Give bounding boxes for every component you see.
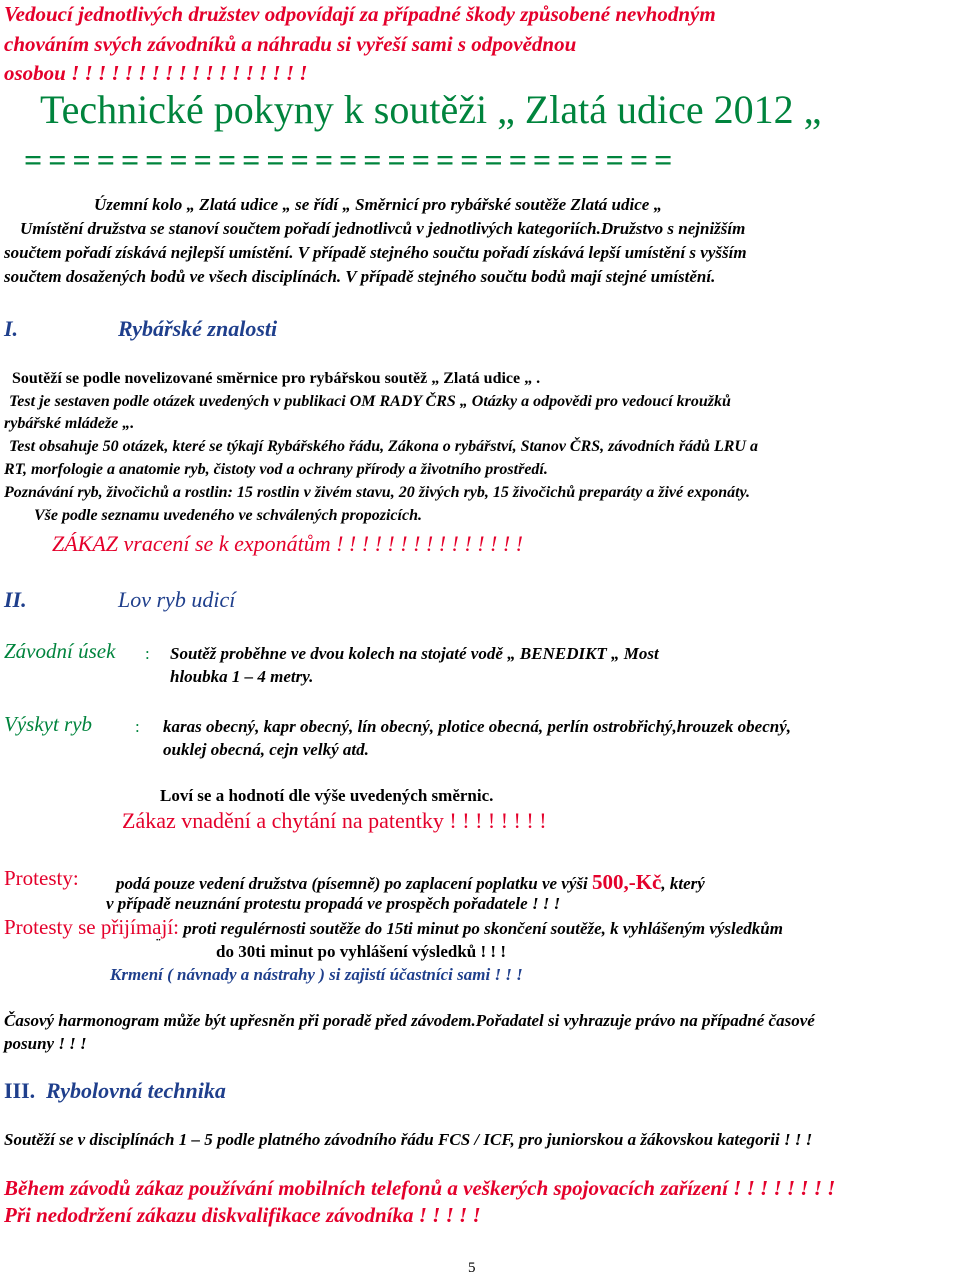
intro-line-3: osobou ! ! ! ! ! ! ! ! ! ! ! ! ! ! ! ! ! !: [4, 61, 308, 85]
protesty-label: Protesty:: [4, 866, 79, 890]
protesty-text: podá pouze vedení družstva (písemně) po zaplacení poplatku ve výši: [116, 874, 588, 893]
page-number: 5: [468, 1260, 476, 1276]
intro-line-2: chováním svých závodníků a náhradu si vyřeší sami s odpovědnou: [4, 32, 577, 56]
section-1-p1: Soutěží se podle novelizované směrnice pro rybářskou soutěž „ Zlatá udice „ .: [12, 370, 541, 387]
lovi-se-text: Loví se a hodnotí dle výše uvedených směrnic.: [160, 786, 494, 805]
diaeresis-mark: ¨: [156, 937, 161, 952]
section-1-p2a: Test je sestaven podle otázek uvedených v publikaci OM RADY ČRS „ Otázky a odpovědi pro vedoucí kroužků: [9, 393, 731, 410]
section-1-p3a: Test obsahuje 50 otázek, které se týkají Rybářského řádu, Zákona o rybářství, Stanov ČRS, závodních řádů LRU a: [9, 438, 758, 455]
vyskyt-ryb-colon: :: [135, 717, 140, 736]
vyskyt-ryb-label: Výskyt ryb: [4, 712, 93, 736]
protesty-line-2: v případě neuznání protestu propadá ve prospěch pořadatele ! ! !: [106, 894, 561, 913]
protesty-accepted-text: proti regulérnosti soutěže do 15ti minut po skončení soutěže, k vyhlášeným výsledkům: [183, 919, 783, 938]
zavodni-usek-colon: :: [145, 644, 150, 663]
page-title: Technické pokyny k soutěži „ Zlatá udice 2012 „: [40, 87, 822, 132]
rules-line-2: Umístění družstva se stanoví součtem pořadí jednotlivců v jednotlivých kategoriích.Družstvo s nejnižším: [20, 219, 746, 238]
section-1-p4: Poznávání ryb, živočichů a rostlin: 15 rostlin v živém stavu, 20 živých ryb, 15 živočichů preparáty a živé exponáty.: [4, 484, 751, 501]
section-1-number: I.: [4, 316, 19, 341]
zavodni-usek-label: Závodní úsek: [4, 639, 116, 663]
title-rule: = = = = = = = = = = = = = = = = = = = = = = = = = = =: [24, 142, 672, 178]
vyskyt-ryb-line-2: ouklej obecná, cejn velký atd.: [163, 740, 369, 759]
section-1-p2b: rybářské mládeže „.: [4, 415, 135, 432]
vyskyt-ryb-line-1: karas obecný, kapr obecný, lín obecný, plotice obecná, perlín ostrobřichý,hrouzek obecný,: [163, 717, 792, 736]
protesty-line-1-end: , který: [661, 874, 705, 893]
closing-line-2: Při nedodržení zákazu diskvalifikace závodníka ! ! ! ! !: [4, 1203, 481, 1227]
protesty-line-1: [116, 872, 705, 893]
feeding-note: Krmení ( návnady a nástrahy ) si zajistí účastníci sami ! ! !: [110, 965, 523, 984]
closing-line-1: Během závodů zákaz používání mobilních telefonů a veškerých spojovacích zařízení ! ! ! ! ! ! ! !: [4, 1176, 836, 1200]
section-2-number: II.: [4, 587, 27, 612]
intro-line-1: Vedoucí jednotlivých družstev odpovídají za případné škody způsobené nevhodným: [4, 2, 716, 26]
section-3-heading: Rybolovná technika: [46, 1078, 226, 1103]
rules-line-3: součtem pořadí získává nejlepší umístění. V případě stejného součtu pořadí získává lepší umístění s vyšším: [4, 243, 747, 262]
section-1-warning: ZÁKAZ vracení se k exponátům ! ! ! ! ! ! ! ! ! ! ! ! ! ! !: [52, 531, 524, 556]
protesty-accepted-label: Protesty se přijímají:: [4, 915, 179, 939]
schedule-line-1: Časový harmonogram může být upřesněn při poradě před závodem.Pořadatel si vyhrazuje právo na případné časové: [4, 1011, 815, 1030]
schedule-line-2: posuny ! ! !: [4, 1034, 87, 1053]
section-2-warning: Zákaz vnadění a chytání na patentky ! ! ! ! ! ! ! !: [122, 808, 547, 833]
section-3-p1: Soutěží se v disciplínách 1 – 5 podle platného závodního řádu FCS / ICF, pro juniorskou a žákovskou kategorii ! ! !: [4, 1130, 813, 1149]
zavodni-usek-line-2: hloubka 1 – 4 metry.: [170, 667, 314, 686]
section-1-p3b: RT, morfologie a anatomie ryb, čistoty vod a ochrany přírody a životního prostředí.: [4, 461, 548, 478]
protest-fee: 500,-Kč: [591, 870, 662, 894]
protesty-accepted-line-2: do 30ti minut po vyhlášení výsledků ! ! !: [216, 942, 506, 961]
protesty-accepted-line-1: [4, 917, 783, 938]
rules-line-4: součtem dosažených bodů ve všech disciplínách. V případě stejného součtu bodů mají stejné umístění.: [4, 267, 716, 286]
section-1-heading: Rybářské znalosti: [118, 316, 278, 341]
section-3-number: III.: [4, 1078, 36, 1103]
section-1-p5: Vše podle seznamu uvedeného ve schválených propozicích.: [34, 507, 422, 524]
rules-line-1: Územní kolo „ Zlatá udice „ se řídí „ Směrnicí pro rybářské soutěže Zlatá udice „: [94, 195, 663, 214]
section-2-heading: Lov ryb udicí: [118, 587, 236, 612]
zavodni-usek-line-1: Soutěž proběhne ve dvou kolech na stojaté vodě „ BENEDIKT „ Most: [170, 644, 659, 663]
